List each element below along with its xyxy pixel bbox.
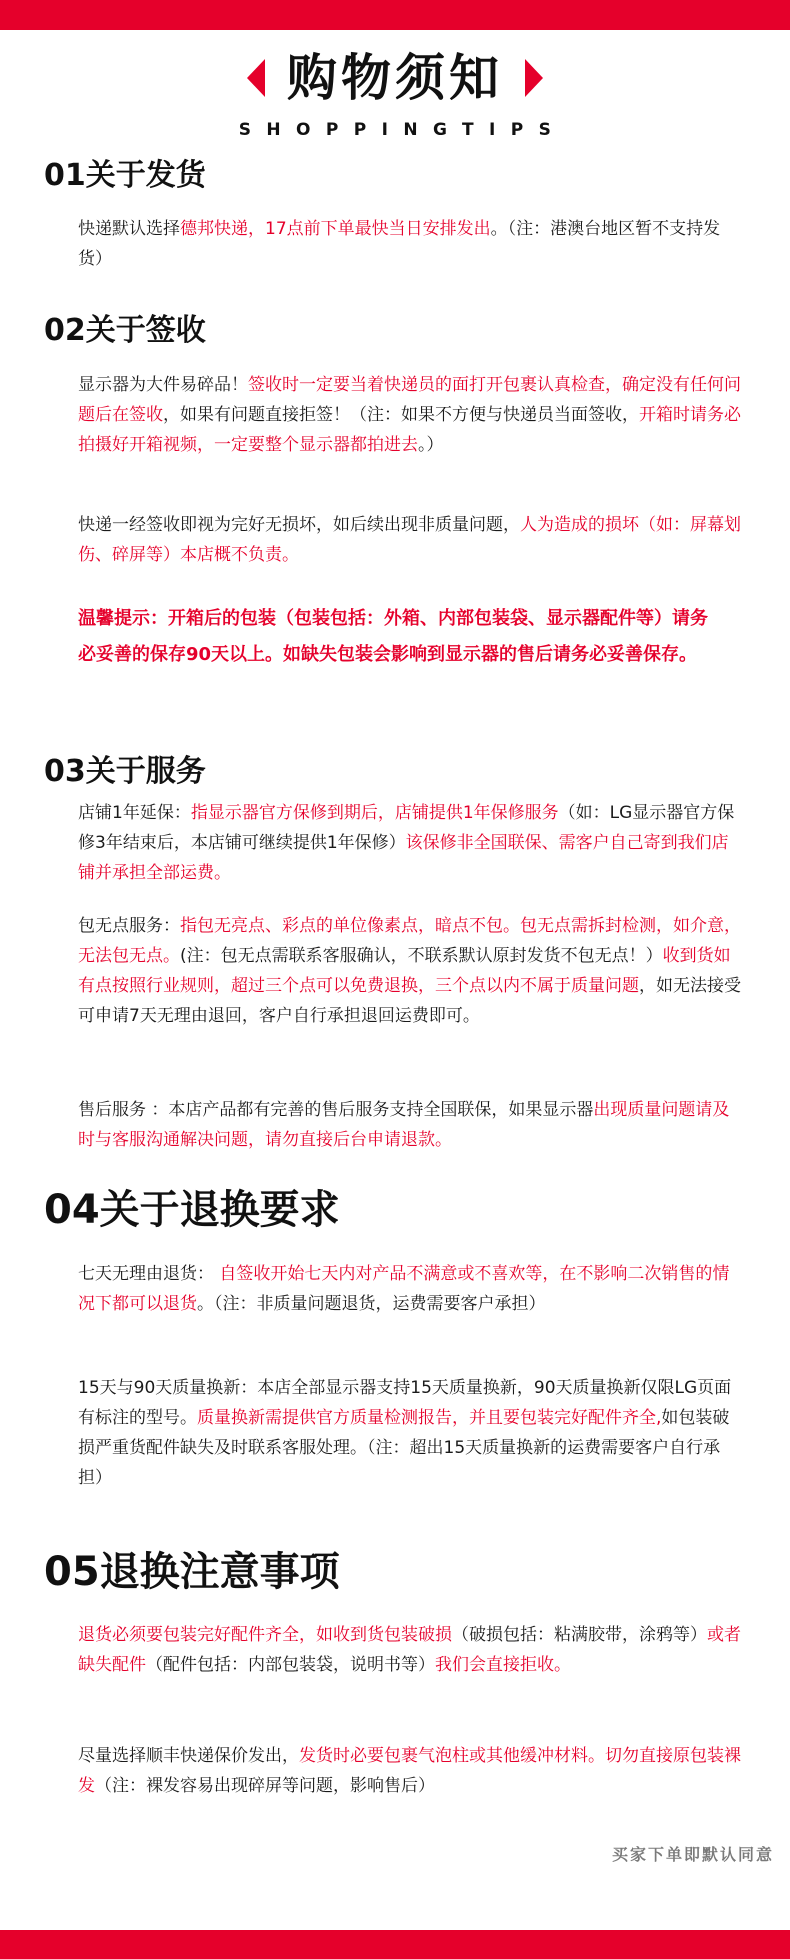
section-heading-returns: 04关于退换要求 — [44, 1187, 340, 1233]
body-text: 包无点服务： — [78, 916, 180, 936]
bottom-red-bar — [0, 1930, 790, 1959]
body-text: （如：LG显示器官方保修3年结束后，本店铺可继续提供1年保修） — [78, 803, 735, 853]
body-text: （注：裸发容易出现碎屏等问题，影响售后） — [95, 1776, 435, 1796]
highlight-text: 德邦快递，17点前下单最快当日安排发出 — [180, 219, 491, 239]
body-text: 快递一经签收即视为完好无损坏，如后续出现非质量问题， — [78, 515, 520, 535]
highlight-text: 签收时一定要当着快递员的面打开包裹认真检查，确定没有任何问题后在签收 — [78, 375, 741, 425]
highlight-text: 或者缺失配件 — [78, 1625, 741, 1675]
body-text: 店铺1年延保： — [78, 803, 191, 823]
highlight-text: 指显示器官方保修到期后，店铺提供1年保修服务 — [190, 803, 559, 823]
body-text: （破损包括：粘满胶带，涂鸦等） — [452, 1625, 707, 1645]
highlight-text: 质量换新需提供官方质量检测报告，并且要包装完好配件齐全, — [197, 1408, 662, 1428]
body-text: 。（注：非质量问题退货，运费需要客户承担） — [197, 1294, 546, 1314]
body-text: 售后服务 ：本店产品都有完善的售后服务支持全国联保，如果显示器 — [78, 1100, 594, 1120]
agreement-note: 买家下单即默认同意 — [611, 1845, 774, 1864]
title-row — [0, 46, 790, 110]
returns-quality-exchange — [78, 1373, 742, 1493]
highlight-text: 自签收开始七天内对产品不满意或不喜欢等，在不影响二次销售的情况下都可以退货 — [78, 1264, 730, 1314]
body-text: 七天无理由退货： — [78, 1264, 220, 1284]
page-header — [0, 46, 790, 140]
page-subtitle: SHOPPINGTIPS — [238, 120, 567, 140]
highlight-text: 人为造成的损坏（如：屏幕划伤、碎屏等）本店概不负责。 — [78, 515, 741, 565]
body-text: ，如果有问题直接拒签！（注：如果不方便与快递员当面签收， — [163, 405, 639, 425]
highlight-text: 温馨提示：开箱后的包装（包装包括：外箱、内部包装袋、显示器配件等）请务必妥善的保存90天以上。如缺失包装会影响到显示器的售后请务必妥善保存。 — [78, 608, 708, 665]
highlight-text: 收到货如有点按照行业规则，超过三个点可以免费退换，三个点以内不属于质量问题 — [78, 946, 731, 996]
body-text: 尽量选择顺丰快递保价发出， — [78, 1746, 299, 1766]
highlight-text: 发货时必要包裹气泡柱或其他缓冲材料。切勿直接原包装裸发 — [78, 1746, 741, 1796]
left-triangle-icon — [247, 59, 265, 97]
section-heading-return-notes: 05退换注意事项 — [44, 1549, 340, 1595]
highlight-text: 出现质量问题请及时与客服沟通解决问题，请勿直接后台申请退款。 — [78, 1100, 730, 1150]
return-notes-packaging — [78, 1620, 742, 1680]
body-text: 显示器为大件易碎品！ — [78, 375, 248, 395]
signing-paragraph-2 — [78, 510, 742, 570]
section-heading-shipping: 01关于发货 — [44, 158, 206, 193]
body-text: 快递默认选择 — [78, 219, 180, 239]
highlight-text: 指包无亮点、彩点的单位像素点，暗点不包。包无点需拆封检测，如介意，无法包无点。 — [78, 916, 741, 966]
highlight-text: 我们会直接拒收。 — [435, 1655, 571, 1675]
top-red-bar — [0, 0, 790, 30]
signing-paragraph-1 — [78, 370, 742, 460]
shipping-paragraph — [78, 214, 742, 274]
body-text: 如包装破损严重货配件缺失及时联系客服处理。（注：超出15天质量换新的运费需要客户自行承担） — [78, 1408, 730, 1488]
body-text: (注：包无点需联系客服确认，不联系默认原封发货不包无点！） — [180, 946, 663, 966]
service-extended-warranty — [78, 798, 742, 888]
right-triangle-icon — [525, 59, 543, 97]
body-text: 15天与90天质量换新：本店全部显示器支持15天质量换新，90天质量换新仅限LG页面有标注的型号。 — [78, 1378, 732, 1428]
body-text: （配件包括：内部包装袋，说明书等） — [146, 1655, 435, 1675]
body-text: ，如无法接受可申请7天无理由退回，客户自行承担退回运费即可。 — [78, 976, 741, 1026]
service-dead-pixel — [78, 911, 742, 1031]
page-title: 购物须知 — [287, 49, 503, 107]
warm-tip-paragraph — [78, 601, 718, 673]
highlight-text: 退货必须要包装完好配件齐全，如收到货包装破损 — [78, 1625, 452, 1645]
returns-seven-day — [78, 1259, 742, 1319]
service-after-sales — [78, 1095, 742, 1155]
highlight-text: 该保修非全国联保、需客户自己寄到我们店铺并承担全部运费。 — [78, 833, 729, 883]
return-notes-shipping — [78, 1741, 742, 1801]
section-heading-service: 03关于服务 — [44, 754, 206, 789]
body-text: 。（注：港澳台地区暂不支持发货） — [78, 219, 721, 269]
highlight-text: 开箱时请务必拍摄好开箱视频，一定要整个显示器都拍进去 — [78, 405, 741, 455]
section-heading-signing: 02关于签收 — [44, 313, 206, 348]
body-text: 。） — [418, 435, 444, 455]
